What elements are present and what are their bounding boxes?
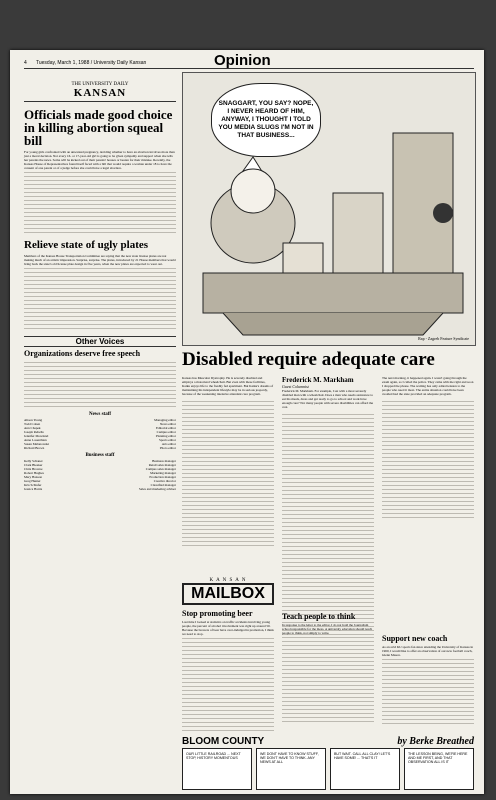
news-role: Editorial editor bbox=[155, 426, 176, 430]
news-name: Alison Young bbox=[24, 418, 43, 422]
news-staff-title: News staff bbox=[88, 412, 112, 417]
page-number: 4 bbox=[24, 60, 27, 66]
section-title: Opinion bbox=[214, 52, 271, 69]
teach-headline: Teach people to think bbox=[282, 612, 356, 621]
business-name: Greg Hunter bbox=[24, 479, 41, 483]
business-role: Marketing manager bbox=[150, 471, 176, 475]
news-role: Photo editor bbox=[159, 446, 176, 450]
comic-panel-3: BUT WAIT. CALL ALL CLAY! LET'S HAVE SOME! ... THAT'S IT bbox=[330, 748, 400, 790]
business-role: Campus sales manager bbox=[145, 467, 176, 471]
business-name: Jessica Harris bbox=[24, 487, 43, 491]
news-role: News editor bbox=[159, 422, 176, 426]
business-role: Retail sales manager bbox=[148, 463, 176, 467]
news-name: Ann Chapek bbox=[24, 426, 41, 430]
support-letter bbox=[382, 630, 474, 727]
business-staff-title: Business staff bbox=[85, 453, 115, 458]
disabled-col1-filler bbox=[182, 399, 274, 547]
mailbox-title: MAILBOX bbox=[182, 583, 274, 605]
business-name: Chris Browne bbox=[24, 467, 43, 471]
teach-filler bbox=[282, 635, 374, 725]
business-name: Kris Schlafer bbox=[24, 483, 42, 487]
byline-name: Frederick M. Markham bbox=[282, 376, 354, 384]
business-name: Kelly Schaner bbox=[24, 459, 43, 463]
comic-strip bbox=[182, 736, 474, 792]
disabled-col3-filler bbox=[382, 399, 474, 519]
mailbox-section bbox=[182, 578, 274, 732]
editorial-cartoon bbox=[182, 72, 476, 346]
business-name: Mary Hanson bbox=[24, 475, 43, 479]
support-headline: Support new coach bbox=[382, 634, 448, 643]
comic-panel-1: OUR LITTLE RAILROAD ... NEXT STOP, HISTORY MOMENTOUS bbox=[182, 748, 252, 790]
business-role: Classified manager bbox=[150, 483, 176, 487]
left-column bbox=[24, 72, 176, 491]
business-name: Robert Hughes bbox=[24, 471, 44, 475]
page-date: Tuesday, March 1, 1988 / University Daily Kansan bbox=[36, 60, 147, 66]
news-role: Managing editor bbox=[154, 418, 176, 422]
news-name: Susan Malanowski bbox=[24, 442, 50, 446]
comic-panel-4: THE LESSON BEING, WE'RE HERE AND ME FIRST, AND THAT OBSERVATION ALL IS IT bbox=[404, 748, 474, 790]
disabled-column-1 bbox=[182, 376, 274, 547]
business-role: Business manager bbox=[152, 459, 176, 463]
masthead: KANSAN bbox=[24, 87, 176, 102]
business-role: Sales and marketing adviser bbox=[138, 487, 176, 491]
other-voices-title: Other Voices bbox=[24, 336, 176, 347]
news-role: Sports editor bbox=[159, 438, 176, 442]
cartoon-credit: Rap - Zagreb Feature Syndicate bbox=[418, 336, 469, 341]
mailbox-letter-headline: Stop promoting beer bbox=[182, 609, 253, 618]
disabled-column-3 bbox=[382, 376, 474, 519]
masthead-top: THE UNIVERSITY DAILY bbox=[71, 82, 129, 87]
news-role: Campus editor bbox=[156, 430, 176, 434]
teach-body: In response to the letter to the editor, I do not hold the Journalism school responsible for the mess. A university education should teach people to think, not simply to write. bbox=[282, 623, 373, 635]
support-body: As an avid KU sports fan since attending the University of Kansas in 1960, I would like to offer an observation of our new football coach, Glenn Mason. bbox=[382, 645, 474, 657]
business-name: Clark Bleeker bbox=[24, 463, 43, 467]
disabled-headline: Disabled require adequate care bbox=[182, 349, 435, 370]
disabled-col1-text: Kansas has Muscular Dystrophy. He is severely disabled and employs a motorized wheelchair. But even with these facilities, Kaiku enjoys life to the freshly fed apartment. But Kaiku's dreams of maintaining his independent lifestyle may be in serious jeopardy, because of the weakening intensive attendant care program. bbox=[182, 376, 274, 396]
editorial2-body: Members of the Kansas House Transportation Committee are saying that the new state license plates are not making much of an artistic impression. Surprise, surprise. The plates, introduced by 21 House members that would bring back the state's old license plate design in five years, when the new plates are expected to wear out. bbox=[24, 254, 176, 266]
business-role: Creative director bbox=[153, 479, 176, 483]
business-role: Production manager bbox=[149, 475, 176, 479]
newspaper-page bbox=[10, 50, 484, 794]
comic-panel-2: WE DONT HAVE TO KNOW STUFF, WE DON'T HAVE TO THINK. ANY NEWS AT ALL bbox=[256, 748, 326, 790]
business-row bbox=[24, 487, 176, 491]
mailbox-filler bbox=[182, 636, 274, 732]
news-name: Todd Cohen bbox=[24, 422, 41, 426]
editorial-headline: Officials made good choice in killing abortion squeal bill bbox=[24, 107, 173, 148]
staff-box bbox=[24, 412, 176, 491]
news-role: Arts editor bbox=[161, 442, 176, 446]
other-voices-subhead: Organizations deserve free speech bbox=[24, 349, 141, 358]
disabled-col3-text: The next morning, it happened again. I wasn't going through the exam again, so I called the police. They came with me right and soon I dropped the phone. The waiting has only added tension to the people who need it most. The entire situation could have been avoided had the state provided an adequate program. bbox=[382, 376, 474, 396]
comic-author: by Berke Breathed bbox=[397, 736, 474, 747]
comic-title: BLOOM COUNTY bbox=[182, 736, 265, 747]
cartoon-speech-bubble: SNAGGART, YOU SAY? NOPE, I NEVER HEARD OF HIM, ANYWAY, I THOUGHT I TOLD YOU MEDIA SLUGS I'M NOT IN THAT BUSINESS... bbox=[211, 83, 321, 157]
news-name: Richard Brown bbox=[24, 446, 45, 450]
news-name: Jennifer Moreland bbox=[24, 434, 49, 438]
news-name: Joseph Rebello bbox=[24, 430, 45, 434]
editorial2-filler bbox=[24, 266, 176, 330]
page-header bbox=[24, 52, 474, 69]
editorial2-headline: Relieve state of ugly plates bbox=[24, 239, 149, 251]
disabled-col2-text: Frederick M. Markham. For example, I sat with a most severely disabled man with a wheelchair. Does a man who needs assistance to eat his meals, dress and get ready to go to school and work have enough care? Not many people with severe disabilities can afford the cost. bbox=[282, 389, 374, 409]
editorial-filler bbox=[24, 170, 176, 234]
editorial-body: For young girls confronted with an unwanted pregnancy, deciding whether to have an abortion involves more than just a moral decision. Not every 16- or 17-year-old girl is going to be given sympathy and support when she tells her parents the news. Some will be kicked out of their parents' houses or beaten for their mistake. Recently, the Kansas House of Representatives found itself faced with a bill that would require a woman under 18 to have the consent of one parent or of a judge before she could have a legal abortion. bbox=[24, 150, 175, 170]
support-filler bbox=[382, 657, 474, 727]
byline-role: Guest Columnist bbox=[282, 384, 309, 389]
teach-letter bbox=[282, 608, 374, 725]
news-name: Anne Losenthian bbox=[24, 438, 47, 442]
mailbox-kicker: K A N S A N bbox=[209, 578, 247, 583]
news-role: Planning editor bbox=[155, 434, 176, 438]
mailbox-letter-body: Last time I looked at statistics on traffic accidents involving young people, the percent of alcohol involvement was right up around 50. Because the brewers of beer have over-indulged in promotion, I think we need to stop. bbox=[182, 620, 274, 636]
other-voices-filler bbox=[24, 360, 176, 408]
news-row bbox=[24, 446, 176, 450]
cartoon-drawing-icon bbox=[183, 73, 475, 345]
